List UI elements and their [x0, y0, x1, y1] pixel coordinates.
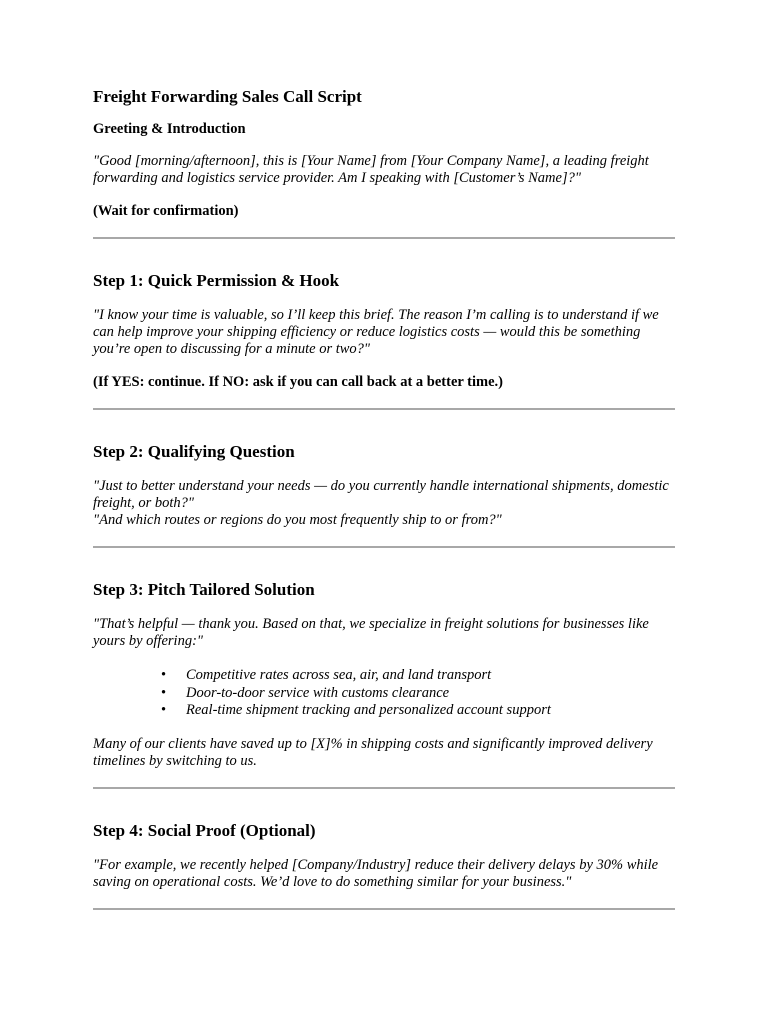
greeting-note: (Wait for confirmation) — [93, 203, 239, 219]
list-item — [93, 685, 675, 703]
greeting-script: "Good [morning/afternoon], this is [Your Name] from [Your Company Name], a leading freight forwarding and logistics service provider. Am I speaking with [Customer’s Name]?" — [93, 153, 649, 186]
greeting-section — [93, 120, 675, 220]
section-divider — [93, 237, 675, 239]
step1-note: (If YES: continue. If NO: ask if you can call back at a better time.) — [93, 374, 504, 390]
bullet-icon: • — [161, 667, 167, 683]
list-item — [93, 702, 675, 720]
list-item-text: Real-time shipment tracking and personalized account support — [186, 702, 551, 718]
step4-heading: Step 4: Social Proof (Optional) — [93, 820, 316, 840]
section-divider — [93, 408, 675, 410]
bullet-icon: • — [161, 684, 167, 701]
step2-heading: Step 2: Qualifying Question — [93, 442, 295, 461]
bullet-icon: • — [161, 702, 167, 718]
list-item-text: Door-to-door service with customs clearance — [186, 684, 450, 701]
greeting-heading: Greeting & Introduction — [93, 121, 246, 137]
step4-script: "For example, we recently helped [Company/Industry] reduce their delivery delays by 30% while saving on operational costs. We’d love to do something similar for your business." — [93, 856, 659, 890]
document-title: Freight Forwarding Sales Call Script — [93, 87, 362, 106]
step2-script-line2: "And which routes or regions do you most frequently ship to or from?" — [93, 512, 502, 528]
step3-heading: Step 3: Pitch Tailored Solution — [93, 580, 315, 599]
step3-section — [93, 579, 675, 770]
step2-section — [93, 441, 675, 529]
section-divider — [93, 908, 675, 910]
step1-script: "I know your time is valuable, so I’ll keep this brief. The reason I’m calling is to understand if we can help improve your shipping efficiency or reduce logistics costs — would this be something you’re open to discussing for a minute or two?" — [93, 307, 659, 357]
section-divider — [93, 546, 675, 548]
offering-list — [93, 667, 675, 720]
step4-section — [93, 820, 675, 891]
list-item — [93, 667, 675, 685]
document-page — [93, 86, 675, 910]
step2-script-line1: "Just to better understand your needs — do you currently handle international shipments, domestic freight, or both?" — [93, 478, 669, 511]
step1-heading: Step 1: Quick Permission & Hook — [93, 271, 340, 290]
step3-closing: Many of our clients have saved up to [X]% in shipping costs and significantly improved delivery timelines by switching to us. — [93, 735, 653, 769]
step3-script: "That’s helpful — thank you. Based on that, we specialize in freight solutions for businesses like yours by offering:" — [93, 616, 649, 649]
section-divider — [93, 787, 675, 789]
step1-section — [93, 270, 675, 391]
list-item-text: Competitive rates across sea, air, and land transport — [186, 667, 492, 683]
